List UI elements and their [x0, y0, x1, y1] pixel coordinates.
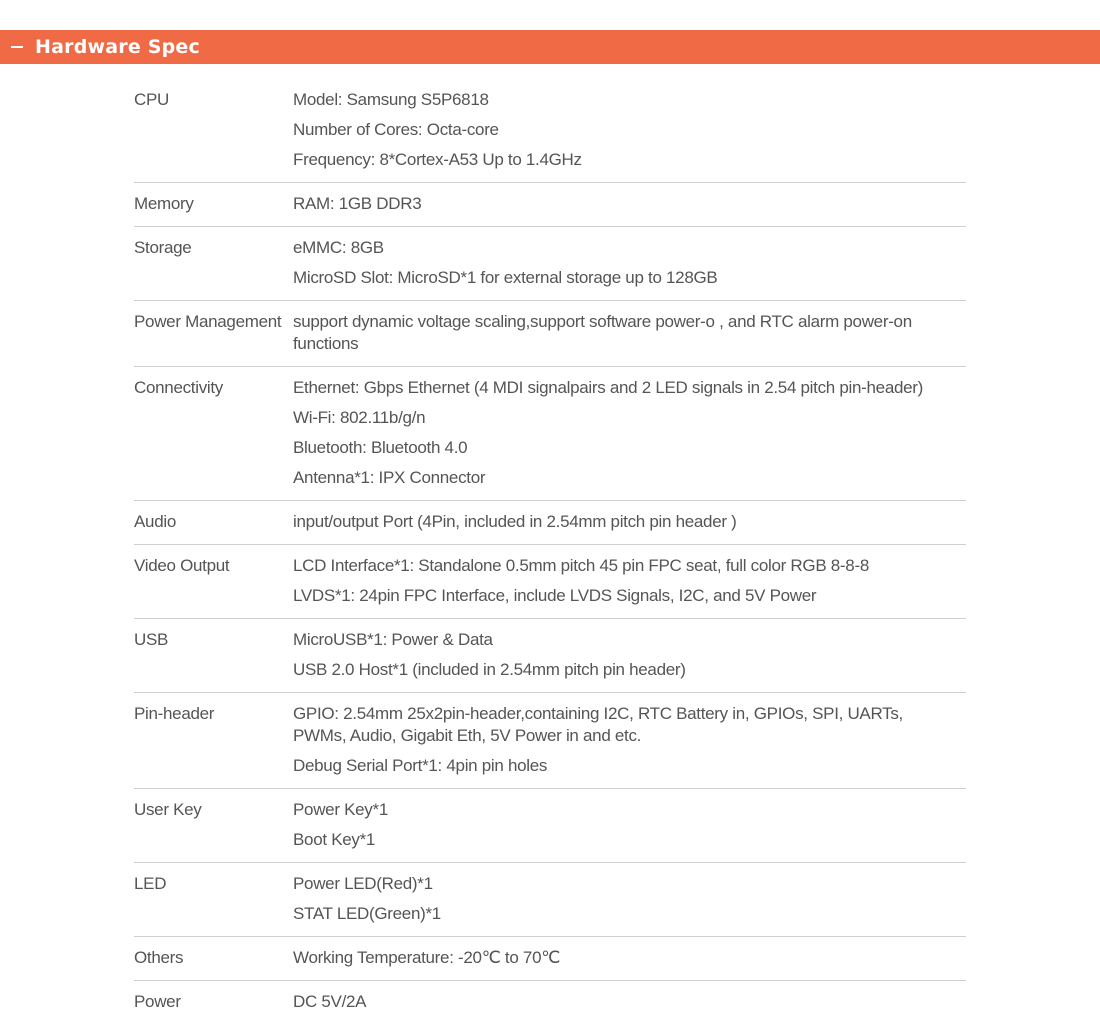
spec-label: Storage: [134, 238, 192, 257]
spec-value: USB 2.0 Host*1 (included in 2.54mm pitch pin header): [293, 660, 686, 679]
spec-row: [134, 789, 966, 863]
spec-values: [293, 869, 966, 929]
spec-value: LCD Interface*1: Standalone 0.5mm pitch 45 pin FPC seat, full color RGB 8-8-8: [293, 556, 869, 575]
spec-values: [293, 189, 966, 219]
spec-value: MicroUSB*1: Power & Data: [293, 630, 493, 649]
spec-values: [293, 987, 966, 1017]
spec-row: [134, 545, 966, 619]
spec-row: [134, 183, 966, 227]
spec-label: User Key: [134, 800, 202, 819]
spec-value: Boot Key*1: [293, 830, 376, 849]
spec-value: input/output Port (4Pin, included in 2.54mm pitch pin header ): [293, 512, 737, 531]
spec-value: eMMC: 8GB: [293, 238, 384, 257]
spec-value: Frequency: 8*Cortex-A53 Up to 1.4GHz: [293, 150, 582, 169]
spec-values: [293, 85, 966, 175]
spec-value: Antenna*1: IPX Connector: [293, 468, 486, 487]
spec-row: [134, 367, 966, 501]
spec-values: [293, 307, 966, 359]
spec-value: MicroSD Slot: MicroSD*1 for external storage up to 128GB: [293, 268, 718, 287]
spec-value: support dynamic voltage scaling,support software power-o , and RTC alarm power-on functions: [293, 312, 912, 353]
spec-row: [134, 619, 966, 693]
spec-label: Audio: [134, 512, 176, 531]
spec-row: [134, 981, 966, 1024]
spec-values: [293, 795, 966, 855]
section-header[interactable]: [0, 30, 1100, 64]
section-title: Hardware Spec: [35, 36, 200, 58]
spec-values: [293, 507, 966, 537]
spec-value: RAM: 1GB DDR3: [293, 194, 422, 213]
spec-row: [134, 79, 966, 183]
spec-value: Bluetooth: Bluetooth 4.0: [293, 438, 468, 457]
spec-value: STAT LED(Green)*1: [293, 904, 441, 923]
spec-row: [134, 937, 966, 981]
spec-value: Power LED(Red)*1: [293, 874, 433, 893]
spec-row: [134, 227, 966, 301]
spec-label: Pin-header: [134, 704, 215, 723]
spec-values: [293, 625, 966, 685]
spec-value: DC 5V/2A: [293, 992, 367, 1011]
spec-row: [134, 693, 966, 789]
spec-row: [134, 863, 966, 937]
spec-label: USB: [134, 630, 169, 649]
spec-values: [293, 551, 966, 611]
spec-row: [134, 501, 966, 545]
spec-label: Memory: [134, 194, 194, 213]
spec-values: [293, 373, 966, 493]
spec-row: [134, 301, 966, 367]
spec-label: Power Management: [134, 312, 282, 331]
spec-value: Ethernet: Gbps Ethernet (4 MDI signalpairs and 2 LED signals in 2.54 pitch pin-header): [293, 378, 924, 397]
spec-value: Model: Samsung S5P6818: [293, 90, 489, 109]
spec-value: Wi-Fi: 802.11b/g/n: [293, 408, 426, 427]
spec-value: GPIO: 2.54mm 25x2pin-header,containing I2C, RTC Battery in, GPIOs, SPI, UARTs, PWMs, Audio, Gigabit Eth, 5V Power in and etc.: [293, 704, 903, 745]
spec-label: Others: [134, 948, 184, 967]
spec-label: CPU: [134, 90, 169, 109]
spec-values: [293, 699, 966, 781]
spec-value: Working Temperature: -20℃ to 70℃: [293, 948, 561, 967]
collapse-minus-icon[interactable]: [11, 46, 23, 48]
spec-values: [293, 943, 966, 973]
spec-label: Power: [134, 992, 181, 1011]
spec-value: Debug Serial Port*1: 4pin pin holes: [293, 756, 548, 775]
spec-value: LVDS*1: 24pin FPC Interface, include LVDS Signals, I2C, and 5V Power: [293, 586, 817, 605]
spec-label: Video Output: [134, 556, 230, 575]
spec-values: [293, 233, 966, 293]
spec-table: [134, 79, 966, 1024]
spec-value: Number of Cores: Octa-core: [293, 120, 499, 139]
spec-label: LED: [134, 874, 167, 893]
spec-value: Power Key*1: [293, 800, 388, 819]
spec-label: Connectivity: [134, 378, 223, 397]
